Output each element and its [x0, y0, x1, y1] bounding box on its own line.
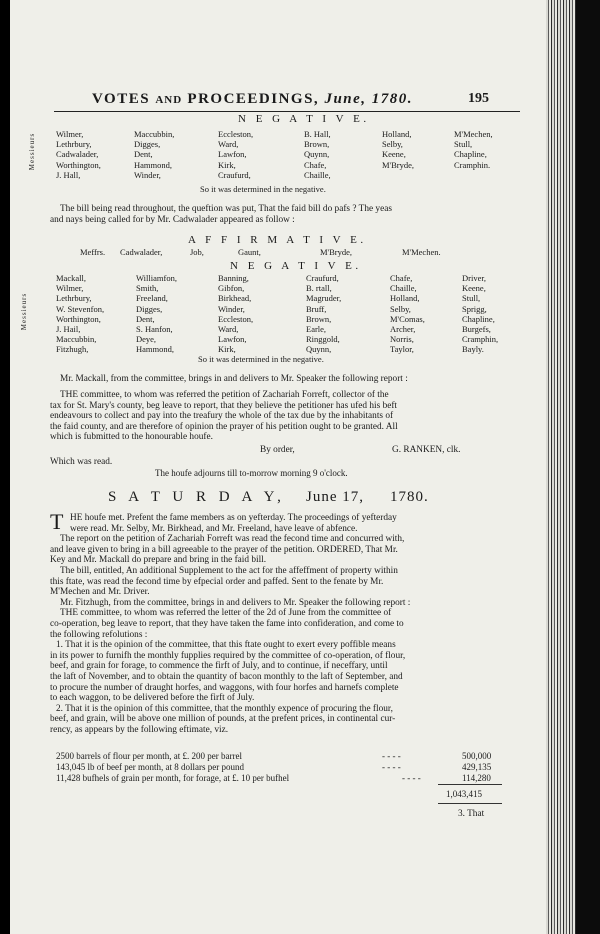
- total-underline: [438, 803, 502, 804]
- vote2-name: Archer,: [390, 324, 416, 334]
- vote2-name: Ward,: [218, 324, 239, 334]
- vote1-name: Chaille,: [304, 169, 331, 180]
- vote2-name: Winder,: [218, 303, 245, 314]
- page-number: 195: [468, 91, 489, 106]
- saturday-line: co-operation, beg leave to report, that they have taken the fame into confideration, and come to: [50, 619, 404, 629]
- vote1-name: M'Mechen,: [454, 129, 493, 139]
- estimate-total: 1,043,415: [446, 789, 482, 799]
- vote1-name: Winder,: [134, 169, 161, 180]
- vote2-name: Deye,: [136, 334, 157, 345]
- saturday-line: were read. Mr. Selby, Mr. Birkhead, and Mr. Freeland, have leave of abfence.: [70, 523, 358, 534]
- document-page: [10, 0, 552, 934]
- report1-intro: Mr. Mackall, from the committee, brings in and delivers to Mr. Speaker the following report :: [60, 374, 408, 384]
- report1-line: which is fubmitted to the honourable houfe.: [50, 432, 213, 442]
- vote2-name: Chapline,: [462, 313, 495, 324]
- vote1-name: Dent,: [134, 149, 153, 160]
- vote2-name: Dent,: [136, 313, 155, 324]
- vote2-name: Cramphin,: [462, 334, 499, 345]
- vote1-side-label: Messieurs: [28, 132, 37, 171]
- saturday-line: the following refolutions :: [50, 629, 148, 640]
- vote1-name: Lethrbury,: [56, 139, 92, 150]
- vote1-name: Chafe,: [304, 159, 327, 170]
- vote1-name: Keene,: [382, 149, 406, 160]
- saturday-line: HE houfe met. Prefent the fame members as on yefterday. The proceedings of yefterday: [70, 513, 397, 523]
- page-edge-stack: [546, 0, 576, 934]
- saturday-line: 2. That it is the opinion of this committee, that the monthly expence of procuring the flour,: [56, 703, 393, 714]
- saturday-line: beef, and grain for forage, to commence the firft of July, and to continue, if neceffary, until: [50, 661, 388, 672]
- vote1-name: Cadwalader,: [56, 149, 99, 160]
- vote2-name: Stull,: [462, 293, 481, 304]
- vote2-name: Bayly.: [462, 344, 484, 355]
- vote2-side-label: Messieurs: [20, 292, 29, 331]
- vote2-aff-name: Job,: [190, 247, 204, 257]
- report1-line: the faid county, and are therefore of opinion the prayer of his petition ought to be granted. All: [50, 421, 398, 432]
- vote1-name: Selby,: [382, 139, 403, 150]
- report1-line: THE committee, to whom was referred the petition of Zachariah Forreft, collector of the: [60, 390, 389, 400]
- saturday-line: M'Mechen and Mr. Driver.: [50, 587, 150, 598]
- vote1-name: Digges,: [134, 139, 161, 150]
- vote1-name: Holland,: [382, 129, 412, 139]
- vote2-name: Chaille,: [390, 283, 417, 294]
- running-head: [92, 92, 413, 107]
- vote1-name: Craufurd,: [218, 169, 251, 180]
- report1-read: Which was read.: [50, 457, 113, 467]
- vote1-name: Stull,: [454, 139, 473, 150]
- vote1-result: So it was determined in the negative.: [200, 184, 326, 194]
- vote1-name: Worthington,: [56, 159, 101, 170]
- vote2-name: Lethrbury,: [56, 293, 92, 304]
- vote2-result: So it was determined in the negative.: [198, 354, 324, 364]
- vote1-heading: N E G A T I V E.: [238, 113, 370, 125]
- vote2-aff-heading: A F F I R M A T I V E.: [188, 234, 367, 246]
- report1-by-order: By order,: [260, 445, 295, 455]
- vote2-name: Smith,: [136, 283, 159, 294]
- report1-line: tax for St. Mary's county, beg leave to report, that they believe the petitioner has ufed his beft: [50, 400, 398, 411]
- vote2-name: Selby,: [390, 303, 411, 314]
- bill-line-1: The bill being read throughout, the queftion was put, That the faid bill do pafs ? The yeas: [60, 204, 392, 214]
- vote2-name: W. Stevenfon,: [56, 303, 105, 314]
- vote2-aff-name: M'Mechen.: [402, 247, 441, 257]
- vote2-name: M'Comas,: [390, 313, 425, 324]
- vote1-name: Wilmer,: [56, 129, 84, 139]
- vote2-name: Ringgold,: [306, 334, 340, 345]
- saturday-line: and leave given to bring in a bill agreeable to the prayer of the petition. ORDERED, That Mr.: [50, 544, 398, 555]
- vote2-name: Holland,: [390, 293, 420, 304]
- vote2-aff-name: Cadwalader,: [120, 247, 163, 257]
- report1-line: endeavours to collect and pay into the treafury the whole of the tax due by the inhabitants of: [50, 411, 394, 421]
- vote2-name: Wilmer,: [56, 283, 84, 294]
- vote2-name: Mackall,: [56, 273, 86, 283]
- vote1-name: M'Bryde,: [382, 159, 414, 170]
- saturday-line: 1. That it is the opinion of the committee, that this ftate ought to exert every poffible means: [56, 640, 396, 651]
- vote1-name: Quynn,: [304, 149, 330, 160]
- saturday-line: in its power to furnifh the monthly fupplies required by the committee of co-operation, of flour,: [50, 650, 406, 661]
- vote1-name: Lawfon,: [218, 149, 247, 160]
- vote2-name: Sprigg,: [462, 303, 487, 314]
- vote2-name: Craufurd,: [306, 273, 339, 283]
- vote2-name: Williamfon,: [136, 273, 177, 283]
- estimate-label: 2500 barrels of flour per month, at £. 200 per barrel: [56, 751, 242, 761]
- saturday-line: to each waggon, to be delivered before the firft of July.: [50, 693, 255, 704]
- saturday-line: rency, as appears by the following eftimate, viz.: [50, 725, 229, 735]
- vote2-name: Maccubbin,: [56, 334, 97, 345]
- vote2-name: Earle,: [306, 324, 327, 334]
- head-votes: VOTES: [92, 91, 151, 107]
- head-proceedings: PROCEEDINGS,: [187, 91, 320, 107]
- vote2-name: Hammond,: [136, 344, 175, 355]
- saturday-line: The bill, entitled, An additional Supplement to the act for the affeffment of property within: [60, 566, 398, 576]
- vote2-name: Worthington,: [56, 313, 101, 324]
- vote1-name: Hammond,: [134, 159, 173, 170]
- vote1-name: Kirk,: [218, 159, 236, 170]
- estimate-value: 500,000: [462, 751, 492, 761]
- vote2-name: Freeland,: [136, 293, 168, 304]
- drop-cap-T: T: [50, 509, 64, 534]
- vote2-aff-name: Meffrs.: [80, 247, 106, 257]
- vote2-name: B. rtall,: [306, 283, 332, 294]
- saturday-year: 1780.: [390, 489, 429, 505]
- head-and: AND: [155, 94, 183, 106]
- saturday-line: to procure the number of draught horfes, and waggons, with four horfes and harnefs complete: [50, 682, 399, 693]
- bill-line-2: and nays being called for by Mr. Cadwalader appeared as follow :: [50, 215, 295, 225]
- estimate-dashes: - - - -: [382, 751, 401, 761]
- vote2-name: Digges,: [136, 303, 163, 314]
- vote1-name: B. Hall,: [304, 129, 331, 139]
- vote2-name: Driver,: [462, 273, 486, 283]
- scan-background: [576, 0, 600, 934]
- saturday-date: June 17,: [306, 489, 364, 505]
- vote1-name: Maccubbin,: [134, 129, 175, 139]
- vote2-name: Quynn,: [306, 344, 332, 355]
- report1-adjourn: The houfe adjourns till to-morrow morning 9 o'clock.: [155, 468, 348, 478]
- saturday-line: THE committee, to whom was referred the letter of the 2d of June from the committee of: [60, 608, 392, 619]
- saturday-line: this ftate, was read the fecond time by efpecial order and paffed. Sent to the fenate by Mr.: [50, 576, 384, 587]
- sum-rule: [438, 784, 502, 785]
- vote1-name: Chapline,: [454, 149, 487, 160]
- saturday-line: The report on the petition of Zachariah Forreft was read the fecond time and concurred with,: [60, 534, 405, 545]
- header-rule: [54, 111, 520, 112]
- saturday-line: beef, and grain, will be above one million of pounds, at the prefent prices, in continental cur-: [50, 714, 396, 725]
- vote2-name: Banning,: [218, 273, 249, 283]
- vote2-name: Fitzhugh,: [56, 344, 89, 355]
- vote2-name: Lawfon,: [218, 334, 247, 345]
- vote2-aff-name: M'Bryde,: [320, 247, 352, 257]
- vote1-name: Brown,: [304, 139, 330, 150]
- vote2-aff-name: Gaunt,: [238, 247, 261, 257]
- vote2-name: Burgefs,: [462, 324, 491, 334]
- saturday-line: the laft of November, and to obtain the quantity of bacon monthly to the laft of September, and: [50, 672, 403, 682]
- vote1-name: Cramphin.: [454, 159, 491, 170]
- vote1-name: Ward,: [218, 139, 239, 150]
- vote1-name: Eccleston,: [218, 129, 254, 139]
- vote2-name: Birkhead,: [218, 293, 252, 304]
- vote2-name: Magruder,: [306, 293, 342, 304]
- vote2-name: J. Hail,: [56, 324, 81, 334]
- saturday-line: Mr. Fitzhugh, from the committee, brings in and delivers to Mr. Speaker the following report :: [60, 597, 411, 608]
- vote2-name: Gibfon,: [218, 283, 245, 294]
- estimate-dashes: - - - -: [382, 762, 401, 772]
- catchword: 3. That: [458, 809, 485, 819]
- estimate-dashes: - - - -: [402, 773, 421, 783]
- estimate-label: 143,045 lb of beef per month, at 8 dollars per pound: [56, 762, 244, 772]
- vote2-name: Brown,: [306, 313, 332, 324]
- vote2-neg-heading: N E G A T I V E.: [230, 260, 362, 272]
- vote2-name: Eccleston,: [218, 313, 254, 324]
- saturday-day: S A T U R D A Y,: [108, 489, 286, 505]
- vote2-name: Kirk,: [218, 344, 236, 355]
- vote2-name: Norris,: [390, 334, 414, 345]
- vote2-name: Chafe,: [390, 273, 413, 283]
- vote1-name: J. Hall,: [56, 169, 81, 180]
- estimate-value: 429,135: [462, 762, 492, 772]
- vote2-name: S. Hanfon,: [136, 324, 173, 334]
- estimate-value: 114,280: [462, 773, 491, 783]
- head-date: June, 1780.: [324, 91, 414, 107]
- saturday-line: Key and Mr. Mackall do prepare and bring in the faid bill.: [50, 555, 267, 566]
- vote2-name: Taylor,: [390, 344, 414, 355]
- report1-signature: G. RANKEN, clk.: [392, 445, 461, 455]
- vote2-name: Keene,: [462, 283, 486, 294]
- vote2-name: Bruff,: [306, 303, 327, 314]
- estimate-label: 11,428 bufhels of grain per month, for forage, at £. 10 per bufhel: [56, 773, 290, 783]
